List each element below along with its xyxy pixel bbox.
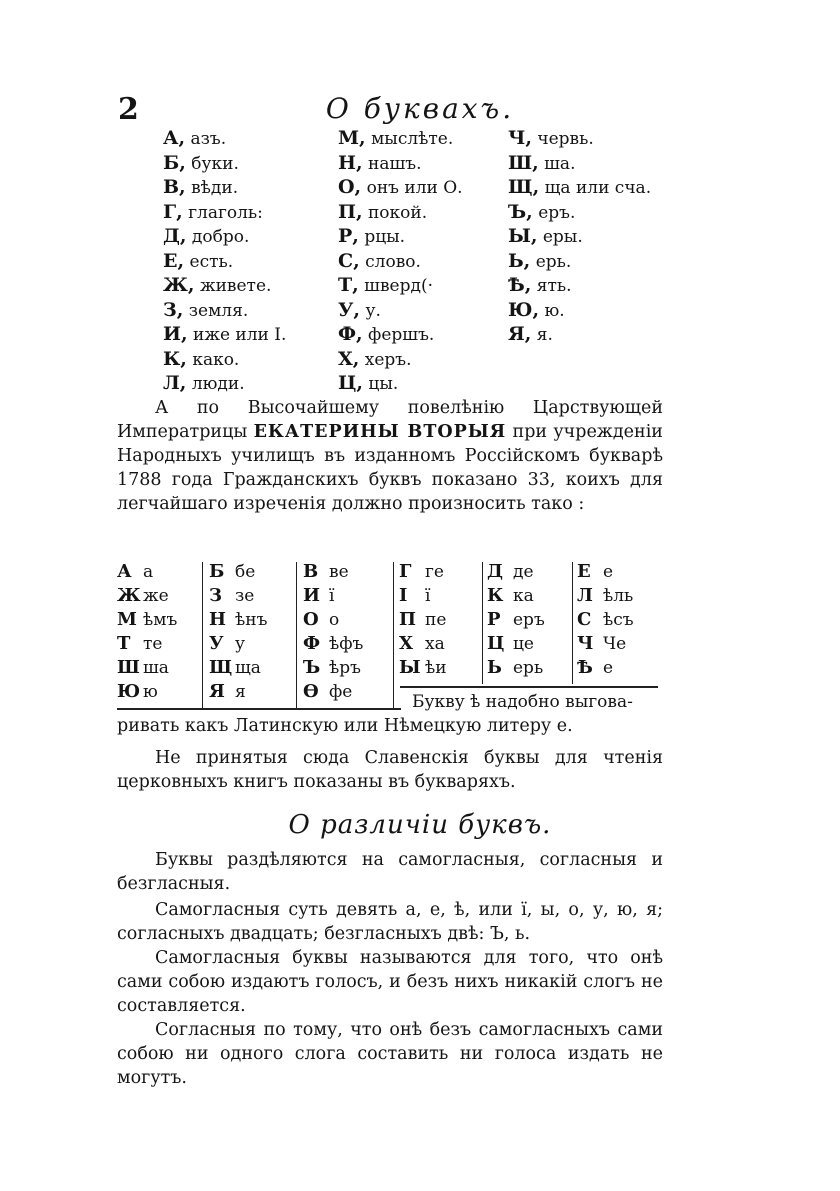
grid-cell bbox=[487, 632, 545, 656]
grid-cell bbox=[487, 656, 545, 680]
grid-cell bbox=[117, 680, 177, 704]
grid-sound: ю bbox=[143, 682, 158, 702]
grid-sound: о bbox=[329, 610, 340, 630]
grid-sound: я bbox=[235, 682, 246, 702]
alphabet-name: фершъ. bbox=[368, 325, 435, 345]
grid-sound: де bbox=[513, 562, 534, 582]
grid-cell bbox=[209, 680, 267, 704]
alphabet-column-3 bbox=[508, 126, 651, 347]
grid-sound: ка bbox=[513, 586, 534, 606]
grid-letter: Ѣ bbox=[577, 657, 593, 678]
grid-letter: Ц bbox=[487, 633, 505, 654]
alphabet-name: у. bbox=[365, 300, 381, 321]
grid-letter: Ч bbox=[577, 633, 594, 654]
alphabet-letter: О, bbox=[338, 176, 362, 198]
grid-letter: З bbox=[209, 585, 222, 606]
grid-sound: ерь bbox=[513, 658, 544, 678]
grid-column bbox=[117, 560, 177, 708]
alphabet-item bbox=[508, 224, 651, 249]
grid-sound: ѣсъ bbox=[603, 610, 634, 630]
grid-cell bbox=[577, 608, 634, 632]
grid-sound: ѣи bbox=[425, 658, 447, 678]
alphabet-name: буки. bbox=[191, 153, 239, 174]
grid-cell bbox=[577, 584, 634, 608]
alphabet-letter: Ѣ, bbox=[508, 274, 532, 296]
alphabet-name: иже или І. bbox=[192, 325, 287, 345]
grid-cell bbox=[577, 560, 634, 584]
grid-sound: е bbox=[603, 562, 614, 582]
alphabet-name: рцы. bbox=[364, 227, 406, 247]
grid-sound: Че bbox=[603, 634, 627, 654]
grid-letter: К bbox=[487, 585, 504, 606]
alphabet-letter: Е, bbox=[163, 249, 185, 272]
grid-letter: У bbox=[209, 633, 224, 654]
alphabet-name: шверд(· bbox=[364, 276, 433, 296]
grid-column bbox=[209, 560, 267, 708]
alphabet-letter: Ь, bbox=[508, 249, 531, 272]
grid-cell bbox=[209, 560, 267, 584]
alphabet-letter: С, bbox=[338, 249, 360, 272]
grid-sound: ша bbox=[143, 658, 169, 678]
grid-sound: бе bbox=[235, 562, 256, 582]
alphabet-name: мыслѣте. bbox=[371, 129, 454, 149]
grid-letter: А bbox=[117, 561, 132, 582]
grid-sound: ѣфъ bbox=[329, 634, 364, 654]
grid-letter: Р bbox=[487, 609, 501, 630]
alphabet-letter: У, bbox=[338, 298, 361, 321]
grid-cell bbox=[399, 560, 447, 584]
alphabet-letter: Б, bbox=[163, 151, 186, 174]
alphabet-item bbox=[163, 322, 286, 347]
grid-sound: ї bbox=[329, 586, 335, 606]
alphabet-letter: Ы, bbox=[508, 225, 538, 247]
paragraph-pronunciation bbox=[117, 714, 663, 738]
grid-divider bbox=[296, 562, 297, 708]
grid-letter: Н bbox=[209, 609, 227, 630]
paragraph-vowel-definition bbox=[117, 946, 663, 1018]
alphabet-item bbox=[338, 298, 463, 323]
alphabet-item bbox=[508, 151, 651, 176]
grid-cell bbox=[399, 608, 447, 632]
grid-letter: Ш bbox=[117, 657, 140, 678]
alphabet-name: есть. bbox=[189, 251, 234, 272]
alphabet-item bbox=[163, 298, 286, 323]
alphabet-column-2 bbox=[338, 126, 463, 396]
grid-letter: Ы bbox=[399, 657, 421, 678]
grid-cell bbox=[399, 656, 447, 680]
alphabet-name: добро. bbox=[191, 227, 250, 247]
grid-cell bbox=[487, 608, 545, 632]
grid-sound: пе bbox=[425, 610, 447, 630]
grid-sound: ща bbox=[235, 658, 261, 678]
alphabet-letter: Х, bbox=[338, 347, 360, 370]
alphabet-item bbox=[163, 347, 286, 372]
grid-letter: Х bbox=[399, 633, 413, 654]
grid-letter: Ъ bbox=[303, 657, 321, 678]
grid-cell bbox=[209, 632, 267, 656]
alphabet-letter: Ш, bbox=[508, 151, 539, 174]
grid-letter: Ь bbox=[487, 657, 502, 678]
grid-sound: же bbox=[143, 586, 169, 606]
grid-cell bbox=[303, 584, 363, 608]
vowel-definition-text: Самогласныя буквы называются для того, что онѣ сами собою издаютъ голосъ, и безъ нихъ никакій слогъ не составляется. bbox=[117, 948, 663, 1016]
alphabet-letter: А, bbox=[163, 127, 186, 149]
alphabet-letter: Ю, bbox=[508, 298, 540, 321]
grid-cell bbox=[209, 584, 267, 608]
alphabet-name: ша. bbox=[544, 153, 576, 174]
paragraph-consonant-definition bbox=[117, 1018, 663, 1090]
page-number: 2 bbox=[118, 92, 139, 127]
decree-text-2: при учрежденіи Народныхъ училищъ въ изданномъ Россійскомъ букварѣ 1788 года Гражданскихъ буквъ показано 33, коихъ для легчайшаго изреченія должно произносить тако : bbox=[117, 422, 663, 514]
grid-letter: И bbox=[303, 585, 321, 606]
alphabet-item bbox=[163, 200, 286, 225]
paragraph-vowels bbox=[117, 898, 663, 946]
alphabet-letter: Ч, bbox=[508, 127, 532, 149]
grid-letter: Я bbox=[209, 681, 225, 702]
grid-sound: ге bbox=[425, 562, 444, 582]
alphabet-letter: Щ, bbox=[508, 176, 540, 198]
alphabet-item bbox=[338, 347, 463, 372]
grid-letter: Д bbox=[487, 561, 504, 582]
grid-rule bbox=[400, 686, 658, 688]
grid-letter: В bbox=[303, 561, 319, 582]
alphabet-letter: Р, bbox=[338, 225, 359, 247]
alphabet-name: живете. bbox=[199, 276, 272, 296]
alphabet-letter: Ж, bbox=[163, 274, 195, 296]
grid-cell bbox=[209, 608, 267, 632]
alphabet-letter: З, bbox=[163, 298, 184, 321]
grid-cell bbox=[303, 680, 363, 704]
grid-cell bbox=[117, 632, 177, 656]
running-title: О буквахъ. bbox=[325, 92, 515, 125]
alphabet-name: я. bbox=[536, 325, 553, 345]
alphabet-name: глаголь: bbox=[188, 202, 263, 223]
alphabet-item bbox=[338, 249, 463, 274]
grid-letter: Ж bbox=[117, 585, 141, 606]
grid-letter: І bbox=[399, 585, 408, 606]
alphabet-item bbox=[508, 126, 651, 151]
alphabet-item bbox=[338, 224, 463, 249]
alphabet-item bbox=[338, 371, 463, 396]
paragraph-decree bbox=[117, 396, 663, 516]
alphabet-letter: Я, bbox=[508, 323, 532, 345]
alphabet-item bbox=[508, 200, 651, 225]
alphabet-letter: Ъ, bbox=[508, 200, 533, 223]
alphabet-letter: Ц, bbox=[338, 372, 363, 394]
grid-cell bbox=[117, 656, 177, 680]
alphabet-name: вѣди. bbox=[191, 178, 239, 198]
grid-sound: ѣнъ bbox=[235, 610, 268, 630]
grid-sound: а bbox=[143, 562, 154, 582]
empress-name: ЕКАТЕРИНЫ ВТОРЫЯ bbox=[253, 422, 507, 442]
alphabet-item bbox=[508, 273, 651, 298]
alphabet-letter: В, bbox=[163, 176, 186, 198]
alphabet-letter: Ф, bbox=[338, 323, 363, 345]
alphabet-letter: М, bbox=[338, 127, 366, 149]
grid-letter: Ѳ bbox=[303, 681, 319, 702]
alphabet-item bbox=[163, 371, 286, 396]
grid-letter: Б bbox=[209, 561, 225, 582]
alphabet-name: херъ. bbox=[364, 349, 412, 370]
alphabet-column-1 bbox=[163, 126, 286, 396]
grid-letter: Г bbox=[399, 561, 412, 582]
paragraph-slavonic bbox=[117, 746, 663, 794]
alphabet-item bbox=[508, 249, 651, 274]
grid-letter: Т bbox=[117, 633, 131, 654]
grid-cell bbox=[399, 632, 447, 656]
grid-cell bbox=[117, 608, 177, 632]
grid-rule bbox=[117, 708, 401, 710]
grid-sound: ѣръ bbox=[329, 658, 361, 678]
alphabet-name: нашъ. bbox=[367, 153, 422, 174]
alphabet-item bbox=[338, 200, 463, 225]
grid-letter: Щ bbox=[209, 657, 233, 678]
grid-cell bbox=[577, 632, 634, 656]
alphabet-letter: Д, bbox=[163, 225, 187, 247]
alphabet-name: червь. bbox=[537, 129, 594, 149]
grid-cell bbox=[303, 608, 363, 632]
alphabet-item bbox=[338, 126, 463, 151]
alphabet-item bbox=[338, 273, 463, 298]
grid-cell bbox=[117, 584, 177, 608]
alphabet-name: ять. bbox=[536, 276, 572, 296]
grid-cell bbox=[303, 632, 363, 656]
grid-sound: ѣмъ bbox=[143, 610, 178, 630]
alphabet-letter: Н, bbox=[338, 151, 363, 174]
alphabet-name: еръ. bbox=[538, 202, 576, 223]
grid-note: Букву ѣ надобно выгова- bbox=[412, 692, 633, 712]
grid-letter: М bbox=[117, 609, 137, 630]
grid-sound: те bbox=[143, 634, 163, 654]
alphabet-item bbox=[163, 273, 286, 298]
alphabet-item bbox=[338, 322, 463, 347]
vowels-text: Самогласныя суть девять а, е, ѣ, или ї, ы, о, у, ю, я; согласныхъ двадцать; безгласныхъ двѣ: Ъ, ь. bbox=[117, 900, 663, 944]
alphabet-letter: П, bbox=[338, 200, 363, 223]
alphabet-letter: К, bbox=[163, 347, 187, 370]
grid-cell bbox=[303, 656, 363, 680]
grid-letter: С bbox=[577, 609, 592, 630]
alphabet-letter: Т, bbox=[338, 274, 359, 296]
decree-text-1: А по Высочайшему повелѣнію Царствующей Императрицы bbox=[117, 398, 663, 442]
alphabet-item bbox=[508, 298, 651, 323]
alphabet-name: слово. bbox=[365, 251, 421, 272]
grid-column bbox=[303, 560, 363, 708]
grid-divider bbox=[202, 562, 203, 708]
alphabet-name: ерь. bbox=[535, 251, 572, 272]
alphabet-name: еры. bbox=[542, 227, 583, 247]
grid-cell bbox=[487, 584, 545, 608]
grid-cell bbox=[117, 560, 177, 584]
alphabet-name: земля. bbox=[188, 300, 249, 321]
grid-letter: О bbox=[303, 609, 319, 630]
grid-sound: зе bbox=[235, 586, 255, 606]
grid-sound: еръ bbox=[513, 610, 545, 630]
consonant-definition-text: Согласныя по тому, что онѣ безъ самогласныхъ сами собою ни одного слога составить ни голоса издать не могутъ. bbox=[117, 1020, 663, 1088]
alphabet-item bbox=[508, 175, 651, 200]
alphabet-letter: Л, bbox=[163, 372, 187, 394]
grid-letter: Л bbox=[577, 585, 593, 606]
grid-cell bbox=[209, 656, 267, 680]
grid-cell bbox=[303, 560, 363, 584]
alphabet-item bbox=[163, 126, 286, 151]
grid-sound: це bbox=[513, 634, 534, 654]
alphabet-item bbox=[163, 249, 286, 274]
grid-letter: Е bbox=[577, 561, 591, 582]
grid-sound: ѣль bbox=[603, 586, 634, 606]
alphabet-letter: И, bbox=[163, 323, 188, 345]
alphabet-name: онъ или О. bbox=[366, 178, 463, 198]
grid-sound: фе bbox=[329, 682, 353, 702]
alphabet-item bbox=[338, 151, 463, 176]
grid-cell bbox=[577, 656, 634, 680]
alphabet-item bbox=[163, 175, 286, 200]
grid-sound: е bbox=[603, 658, 614, 678]
grid-sound: ї bbox=[425, 586, 431, 606]
paragraph-division bbox=[117, 848, 663, 896]
grid-cell bbox=[487, 560, 545, 584]
grid-letter: Ф bbox=[303, 633, 321, 654]
grid-letter: Ю bbox=[117, 681, 141, 702]
grid-letter: П bbox=[399, 609, 416, 630]
grid-divider bbox=[572, 562, 573, 684]
alphabet-name: люди. bbox=[191, 374, 245, 394]
grid-sound: ве bbox=[329, 562, 349, 582]
grid-divider bbox=[393, 562, 394, 708]
section-title: О различіи буквъ. bbox=[288, 810, 552, 840]
alphabet-name: азъ. bbox=[190, 129, 227, 149]
slavonic-text: Не принятыя сюда Славенскія буквы для чтенія церковныхъ книгъ показаны въ букваряхъ. bbox=[117, 748, 663, 792]
alphabet-item bbox=[163, 151, 286, 176]
alphabet-name: покой. bbox=[367, 202, 428, 223]
alphabet-name: ща или сча. bbox=[544, 178, 652, 198]
alphabet-name: како. bbox=[192, 349, 240, 370]
grid-sound: у bbox=[235, 634, 246, 654]
grid-divider bbox=[482, 562, 483, 684]
alphabet-name: ю. bbox=[544, 300, 565, 321]
alphabet-name: цы. bbox=[368, 374, 399, 394]
grid-cell bbox=[399, 584, 447, 608]
alphabet-item bbox=[338, 175, 463, 200]
pronunciation-text: ривать какъ Латинскую или Нѣмецкую литеру е. bbox=[117, 716, 573, 736]
alphabet-letter: Г, bbox=[163, 200, 183, 223]
alphabet-item bbox=[508, 322, 651, 347]
grid-sound: ха bbox=[425, 634, 445, 654]
alphabet-item bbox=[163, 224, 286, 249]
division-text: Буквы раздѣляются на самогласныя, согласныя и безгласныя. bbox=[117, 850, 663, 894]
